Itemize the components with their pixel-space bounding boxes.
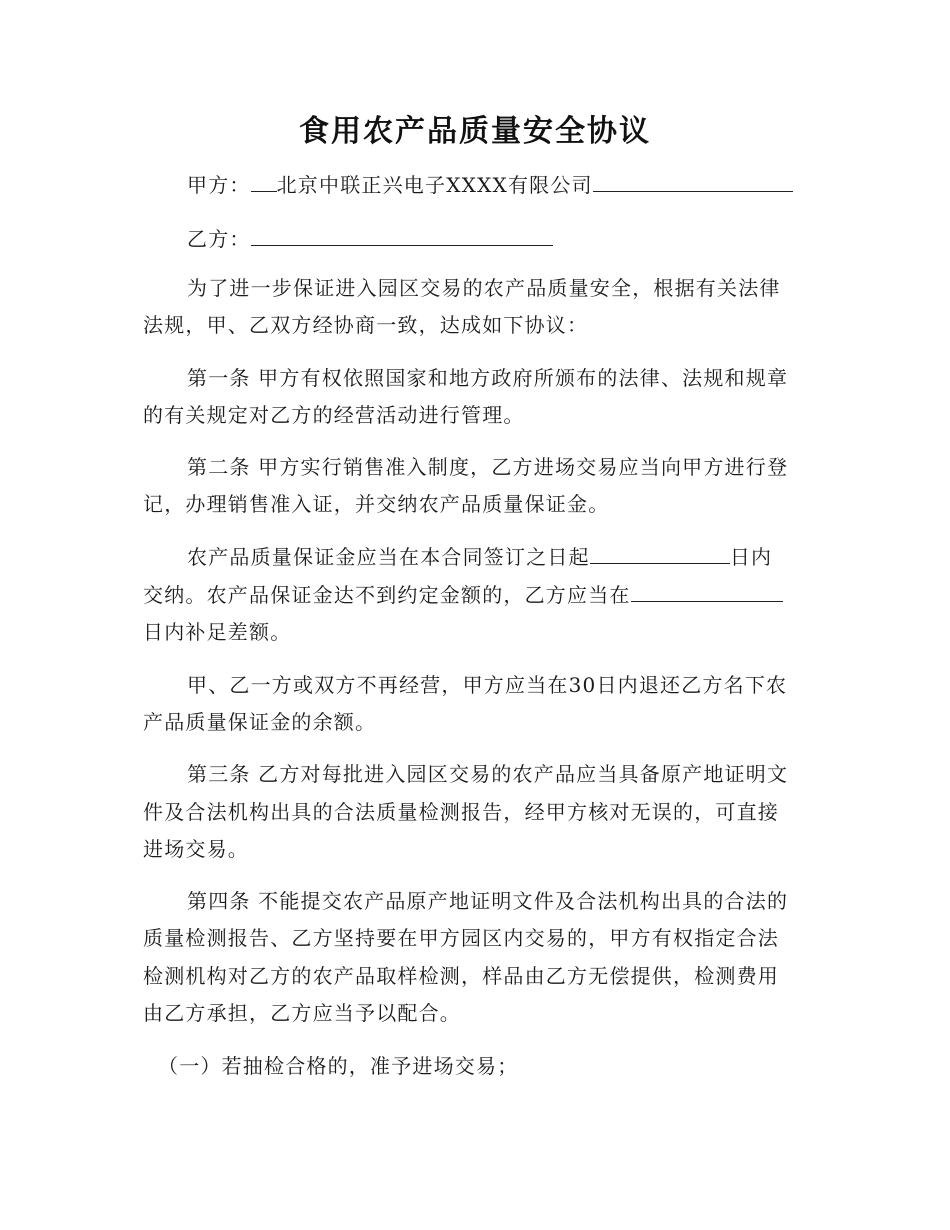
article4-line-4: 由乙方承担，乙方应当予以配合。 [143,1001,461,1025]
deposit-line-2 [143,580,813,610]
deposit-text-c: 交纳。农产品保证金达不到约定金额的，乙方应当在 [143,583,631,607]
deposit-days-blank-1 [590,543,730,564]
party-a-blank-leading [251,171,277,192]
article3-line-1: 第三条 乙方对每批进入园区交易的农产品应当具备原产地证明文 [187,762,789,786]
intro-line-1: 为了进一步保证进入园区交易的农产品质量安全，根据有关法律 [187,276,781,300]
article4-line-2: 质量检测报告、乙方坚持要在甲方园区内交易的，甲方有权指定合法 [143,926,779,950]
refund-line-1: 甲、乙一方或双方不再经营，甲方应当在30日内退还乙方名下农 [187,673,788,697]
party-a-blank-trailing [593,171,793,192]
article4-line-3: 检测机构对乙方的农产品取样检测，样品由乙方无偿提供，检测费用 [143,964,779,988]
intro-line-2: 法规，甲、乙双方经协商一致，达成如下协议： [143,313,589,337]
party-a-label: 甲方： [187,173,251,197]
party-b-line [187,224,813,254]
article2-line-1: 第二条 甲方实行销售准入制度，乙方进场交易应当向甲方进行登 [187,455,789,479]
item1-line: （一）若抽检合格的，准予进场交易； [158,1054,519,1078]
deposit-text-b: 日内 [729,545,773,569]
refund-line-2: 产品质量保证金的余额。 [143,710,377,734]
article3-line-3: 进场交易。 [143,837,249,861]
article2-line-2: 记，办理销售准入证，并交纳农产品质量保证金。 [143,492,610,516]
deposit-days-blank-2 [631,581,783,602]
article1-line-2: 的有关规定对乙方的经营活动进行管理。 [143,403,525,427]
deposit-text-a: 农产品质量保证金应当在本合同签订之日起 [187,545,590,569]
party-a-value: 北京中联正兴电子XXXX有限公司 [276,173,593,197]
deposit-line-3: 日内补足差额。 [143,620,292,644]
article4-line-1: 第四条 不能提交农产品原产地证明文件及合法机构出具的合法的 [187,889,789,913]
party-b-label: 乙方： [187,227,251,251]
document-title: 食用农产品质量安全协议 [299,114,651,149]
deposit-line-1 [187,542,813,572]
party-a-line [187,170,813,200]
article3-line-2: 件及合法机构出具的合法质量检测报告，经甲方核对无误的，可直接 [143,800,779,824]
party-b-blank [251,225,553,246]
article1-line-1: 第一条 甲方有权依照国家和地方政府所颁布的法律、法规和规章 [187,366,789,390]
